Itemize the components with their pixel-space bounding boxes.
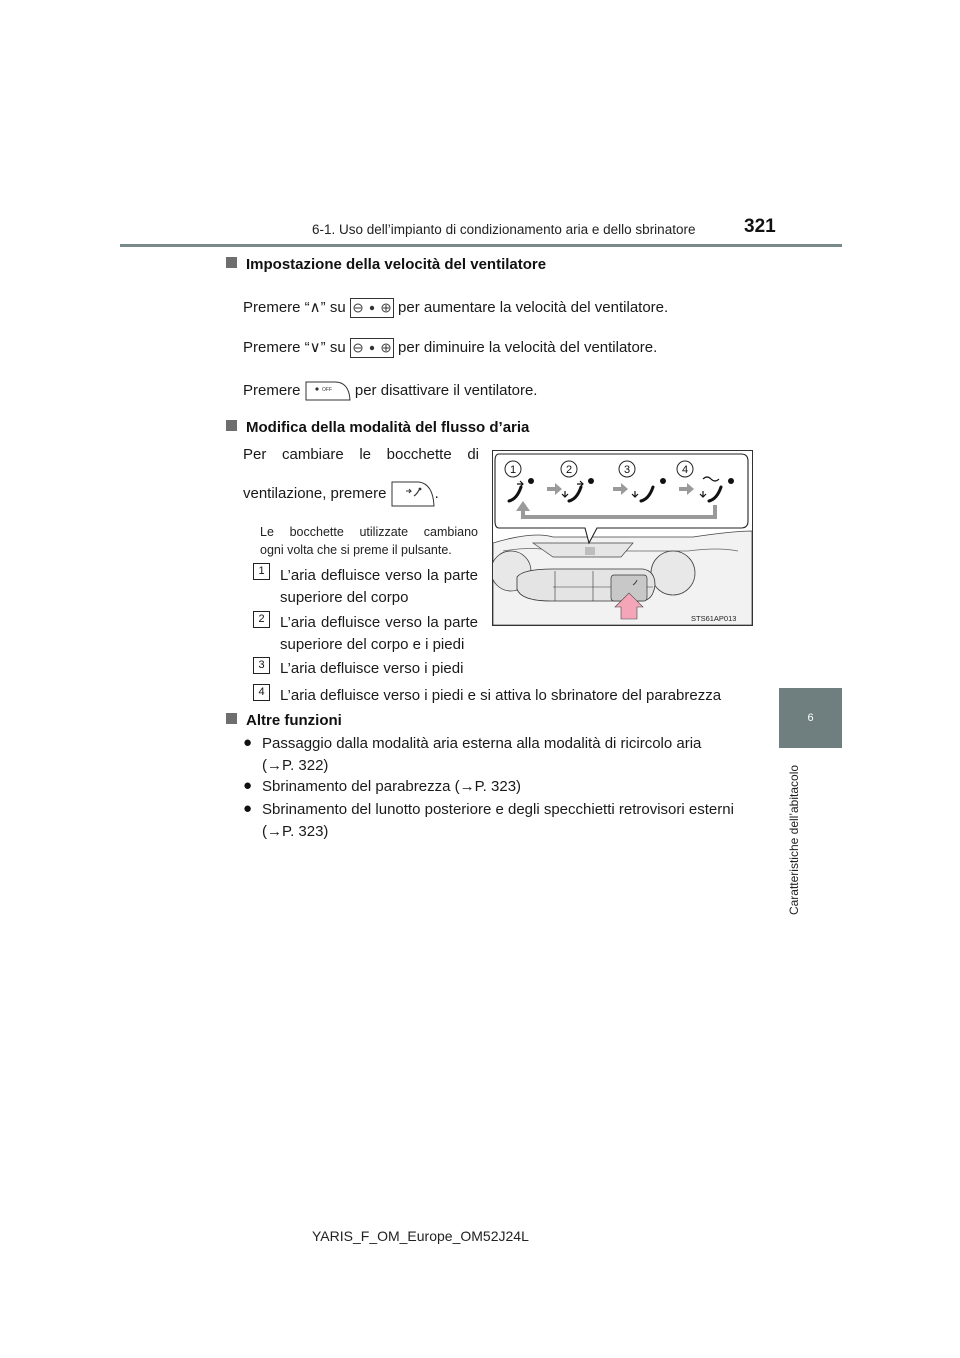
fan-line-3-b: per disattivare il ventilatore. [354, 381, 538, 399]
airflow-note-2: ogni volta che si preme il pulsante. [260, 543, 452, 557]
other-bullet-3-line-1: Sbrinamento del lunotto posteriore e degli specchietti retrovisori esterni [262, 801, 734, 818]
airflow-illustration [493, 451, 752, 625]
figure-number-2: 2 [566, 464, 573, 476]
list-item-1-line-1: L’aria defluisce verso la parte [280, 567, 478, 584]
chapter-label [785, 760, 803, 920]
figure-number-1: 1 [510, 464, 517, 476]
chapter-number: 6 [807, 712, 814, 724]
fan-speed-button-icon [350, 298, 394, 318]
airflow-intro-line-1: Per cambiare le bocchette di [243, 446, 479, 463]
list-number-1: 1 [253, 563, 270, 580]
fan-line-1-a: Premere “∧” su [243, 299, 346, 316]
airflow-heading-text: Modifica della modalità del flusso d’aria [246, 419, 530, 436]
airflow-heading [226, 419, 529, 436]
figure-number-4: 4 [682, 464, 689, 476]
airflow-mode-button-icon [391, 480, 435, 508]
other-functions-heading-text: Altre funzioni [246, 712, 342, 729]
bullet-dot-icon: ● [243, 734, 253, 751]
fan-line-3 [243, 380, 537, 402]
other-bullet-1-line-2: (→P. 322) [262, 757, 329, 774]
other-bullet-3-line-2: (→P. 323) [262, 823, 329, 840]
list-number-2: 2 [253, 611, 270, 628]
list-item-1-line-2: superiore del corpo [280, 589, 409, 606]
list-item-2-line-1: L’aria defluisce verso la parte [280, 614, 478, 631]
svg-text:OFF: OFF [321, 387, 332, 393]
list-item-3-line-1: L’aria defluisce verso i piedi [280, 660, 464, 677]
airflow-intro-c: . [434, 484, 439, 502]
fan-line-2-b: per diminuire la velocità del ventilatore. [398, 339, 658, 356]
list-item-2-line-2: superiore del corpo e i piedi [280, 636, 465, 653]
other-functions-heading [226, 712, 342, 729]
section-title: 6-1. Uso dell’impianto di condizionamento aria e dello sbrinatore [312, 222, 696, 237]
chapter-label-text: Caratteristiche dell’abitacolo [787, 764, 801, 916]
airflow-intro-line-2 [243, 480, 439, 508]
list-item-4-line-1: L’aria defluisce verso i piedi e si attiva lo sbrinatore del parabrezza [280, 687, 722, 704]
figure-number-3: 3 [624, 464, 631, 476]
fan-speed-heading [226, 256, 546, 273]
fan-line-1-b: per aumentare la velocità del ventilatore. [398, 299, 669, 316]
fan-speed-heading-text: Impostazione della velocità del ventilatore [246, 256, 547, 273]
list-number-4: 4 [253, 684, 270, 701]
fan-line-3-a: Premere [243, 381, 301, 399]
list-number-3: 3 [253, 657, 270, 674]
fan-off-button-icon [305, 380, 351, 402]
fan-line-2-a: Premere “∨” su [243, 339, 346, 356]
square-bullet-icon [226, 257, 237, 268]
bullet-dot-icon: ● [243, 800, 253, 817]
square-bullet-icon [226, 713, 237, 724]
chapter-tab [779, 688, 842, 748]
airflow-intro-b: ventilazione, premere [243, 484, 387, 502]
other-bullet-1-line-1: Passaggio dalla modalità aria esterna alla modalità di ricircolo aria [262, 735, 702, 752]
page-number: 321 [744, 216, 776, 237]
airflow-note-1: Le bocchette utilizzate cambiano [260, 525, 478, 539]
header-divider [120, 244, 842, 247]
document-code: YARIS_F_OM_Europe_OM52J24L [312, 1228, 529, 1244]
other-bullet-2-line-1: Sbrinamento del parabrezza (→P. 323) [262, 778, 522, 795]
fan-line-2 [243, 338, 657, 358]
square-bullet-icon [226, 420, 237, 431]
bullet-dot-icon: ● [243, 777, 253, 794]
fan-speed-button-icon [350, 338, 394, 358]
fan-line-1 [243, 298, 668, 318]
airflow-diagram [492, 450, 753, 626]
figure-code: STS61AP013 [691, 614, 737, 623]
